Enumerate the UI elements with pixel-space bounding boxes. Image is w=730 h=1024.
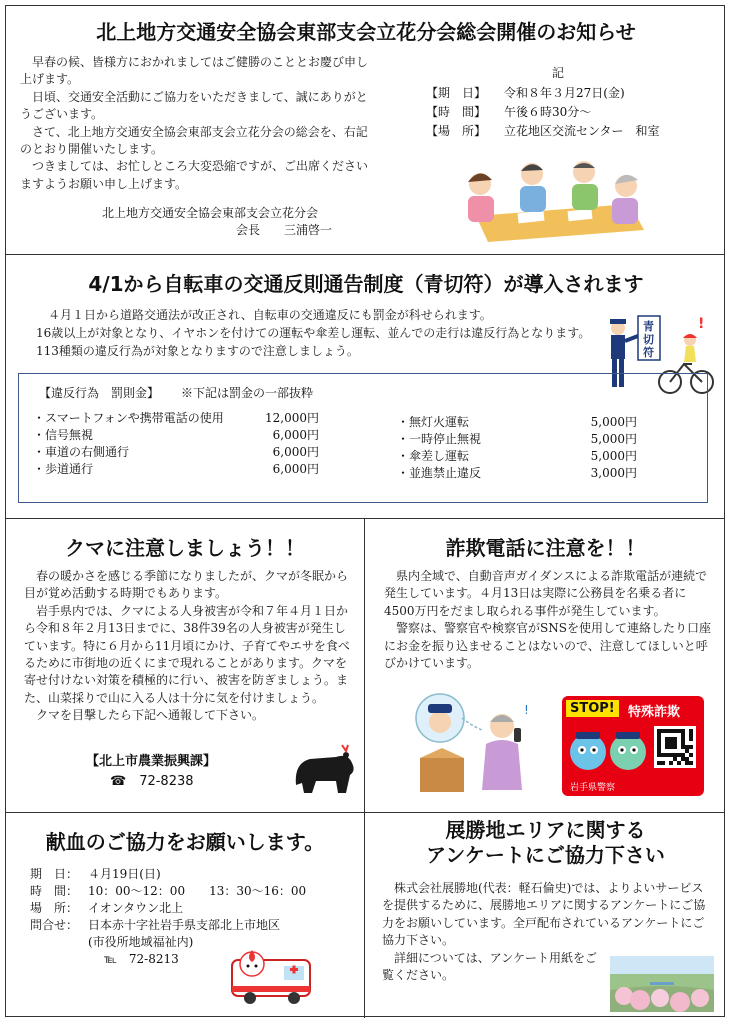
fraud-warning-title: 詐欺電話に注意を！！ [445, 536, 646, 560]
bicycle-ticket-title: 4/1から自転車の交通反則通告制度（青切符）が導入されます [88, 272, 644, 296]
survey-detail-paragraph: 詳細については、アンケート用紙をご覧ください。 [382, 950, 598, 983]
fine-row: ・一時停止無視 5,000円 [397, 432, 637, 446]
detail-time: 【時 間】 午後６時30分～ [426, 105, 592, 119]
divider-3 [6, 812, 724, 813]
fine-list-left [33, 410, 319, 478]
detail-place: 【場 所】 立花地区交流センター 和室 [426, 124, 660, 138]
stop-fraud-banner [562, 696, 704, 796]
blood-date-row: 期 日： ４月19日(日) [30, 867, 161, 881]
assembly-notice-title: 北上地方交通安全協会東部支会立花分会総会開催のお知らせ [96, 20, 636, 44]
meeting-details [426, 84, 660, 141]
divider-1 [6, 254, 724, 255]
fine-row: ・信号無視 6,000円 [33, 428, 319, 442]
bear-season-paragraph: 春の暖かさを感じる季節になりましたが、クマが冬眠から目が覚め活動する時期でもあります。 [24, 569, 349, 601]
divider-2 [6, 518, 724, 519]
blood-donation-title: 献血のご協力をお願いします。 [45, 830, 325, 854]
bear-silhouette-icon [290, 741, 358, 797]
greeting-paragraph: 早春の候、皆様方におかれましてはご健勝のこととお慶び申し上げます。 [20, 55, 369, 87]
fraud-case-paragraph: 県内全域で、自動音声ガイダンスによる詐欺電話が連続で発生しています。４月13日は実際に公務員を名乗る者に4500万円をだまし取られる事件が発生しています。 [384, 569, 708, 618]
blue-ticket-sign-text: 青切符 [643, 320, 654, 359]
law-change-paragraph: ４月１日から道路交通法が改正され、自転車の交通違反にも罰金が科せられます。 [48, 308, 492, 322]
thanks-paragraph: 日頃、交通安全活動にご協力をいただきまして、誠にありがとうございます。 [20, 89, 368, 122]
fine-row: ・無灯火運転 5,000円 [397, 415, 637, 429]
special-fraud-label: 特殊詐欺 [628, 705, 681, 720]
fine-list-box [18, 373, 708, 503]
bicycle-ticket-body [36, 306, 596, 360]
fine-row: ・傘差し運転 5,000円 [397, 449, 637, 463]
fine-list-header: 【違反行為 罰則金】 ※下記は罰金の一部抜粋 [39, 386, 314, 400]
tenshochi-photo [610, 956, 714, 1012]
qr-code[interactable] [654, 726, 696, 768]
bear-contact-phone: ☎ 72-8238 [110, 774, 194, 789]
blood-contact-tel: ℡ 72-8213 [104, 952, 179, 966]
bear-contact-dept: 【北上市農業振興課】 [86, 754, 217, 769]
request-paragraph: つきましては、お忙しところ大変恐縮ですが、ご出席くださいますようお願い申し上げます。 [20, 159, 369, 191]
signature-name: 会長 三浦啓一 [236, 223, 333, 237]
survey-title-line1: 展勝地エリアに関する [445, 818, 646, 842]
blood-time-row: 時 間： 10：00～12：00 13：30～16：00 [30, 884, 307, 898]
survey-title-line2: アンケートにご協力下さい [426, 843, 665, 867]
svg-text:!: ! [524, 703, 529, 717]
bear-warning-title: クマに注意しましょう！！ [65, 536, 305, 560]
blood-place-row: 場 所： イオンタウン北上 [30, 901, 184, 915]
meeting-illustration [458, 154, 648, 244]
announcement-paragraph: さて、北上地方交通安全協会東部支会立花分会の総会を、右記のとおり開催いたします。 [20, 124, 368, 157]
blood-bus-illustration [228, 942, 314, 1008]
survey-title [365, 818, 726, 868]
detail-date: 【期 日】 令和８年３月27日(金) [426, 86, 625, 100]
signature-org: 北上地方交通安全協会東部支会立花分会 [102, 206, 319, 220]
iwate-police-label: 岩手県警察 [570, 783, 616, 793]
newsletter-page [5, 5, 725, 1017]
fine-row: ・車道の右側通行 6,000円 [33, 445, 319, 459]
bear-warning-body [24, 568, 352, 725]
assembly-notice-body [20, 54, 372, 193]
stop-label: STOP! [566, 700, 619, 717]
fine-row: ・並進禁止違反 3,000円 [397, 466, 637, 480]
fraud-warning-body [384, 568, 714, 672]
bear-damage-paragraph: 岩手県内では、クマによる人身被害が令和７年４月１日から令和８年２月13日までに、38件39名の人身被害が発生しています。特に６月から11月頃にかけ、子育てやエサを食べるために市街地の近くにまで現れることがあります。クマを寄せ付けない対策を積極的に行い、被害を防ぎましょう。また、山菜採りで山に入る人は十分に気を付けましょう。 [24, 603, 350, 705]
phone-scam-illustration [412, 692, 548, 796]
fine-row: ・歩道通行 6,000円 [33, 462, 319, 476]
blood-contact-office: (市役所地域福祉内) [88, 935, 194, 949]
police-warning-paragraph: 警察は、警察官や検察官がSNSを使用して連絡したり口座にお金を振り込ませることはないので、注意してほしいと呼びかけています。 [384, 621, 711, 671]
bear-report-paragraph: クマを目撃したら下記へ通報して下さい。 [36, 708, 265, 723]
survey-request-paragraph: 株式会社展勝地(代表：軽石倫史)では、よりよいサービスを提供するために、展勝地エリアに関するアンケートにご協力をお願いしています。全戸配布されているアンケートにご協力下さい。 [382, 881, 706, 948]
blood-contact-row: 問合せ： 日本赤十字社岩手県支部北上市地区 [30, 918, 281, 932]
svg-text:!: ! [698, 316, 705, 332]
ki-label: 記 [552, 66, 565, 80]
column-divider [364, 518, 365, 1018]
mascot-characters [566, 724, 652, 780]
target-paragraph: 16歳以上が対象となり、イヤホンを付けての運転や傘差し運転、並んでの走行は違反行為となります。113種類の違反行為が対象となりますので注意しましょう。 [36, 326, 591, 358]
fine-list-right [397, 414, 637, 482]
fine-row: ・スマートフォンや携帯電話の使用 12,000円 [33, 411, 319, 425]
